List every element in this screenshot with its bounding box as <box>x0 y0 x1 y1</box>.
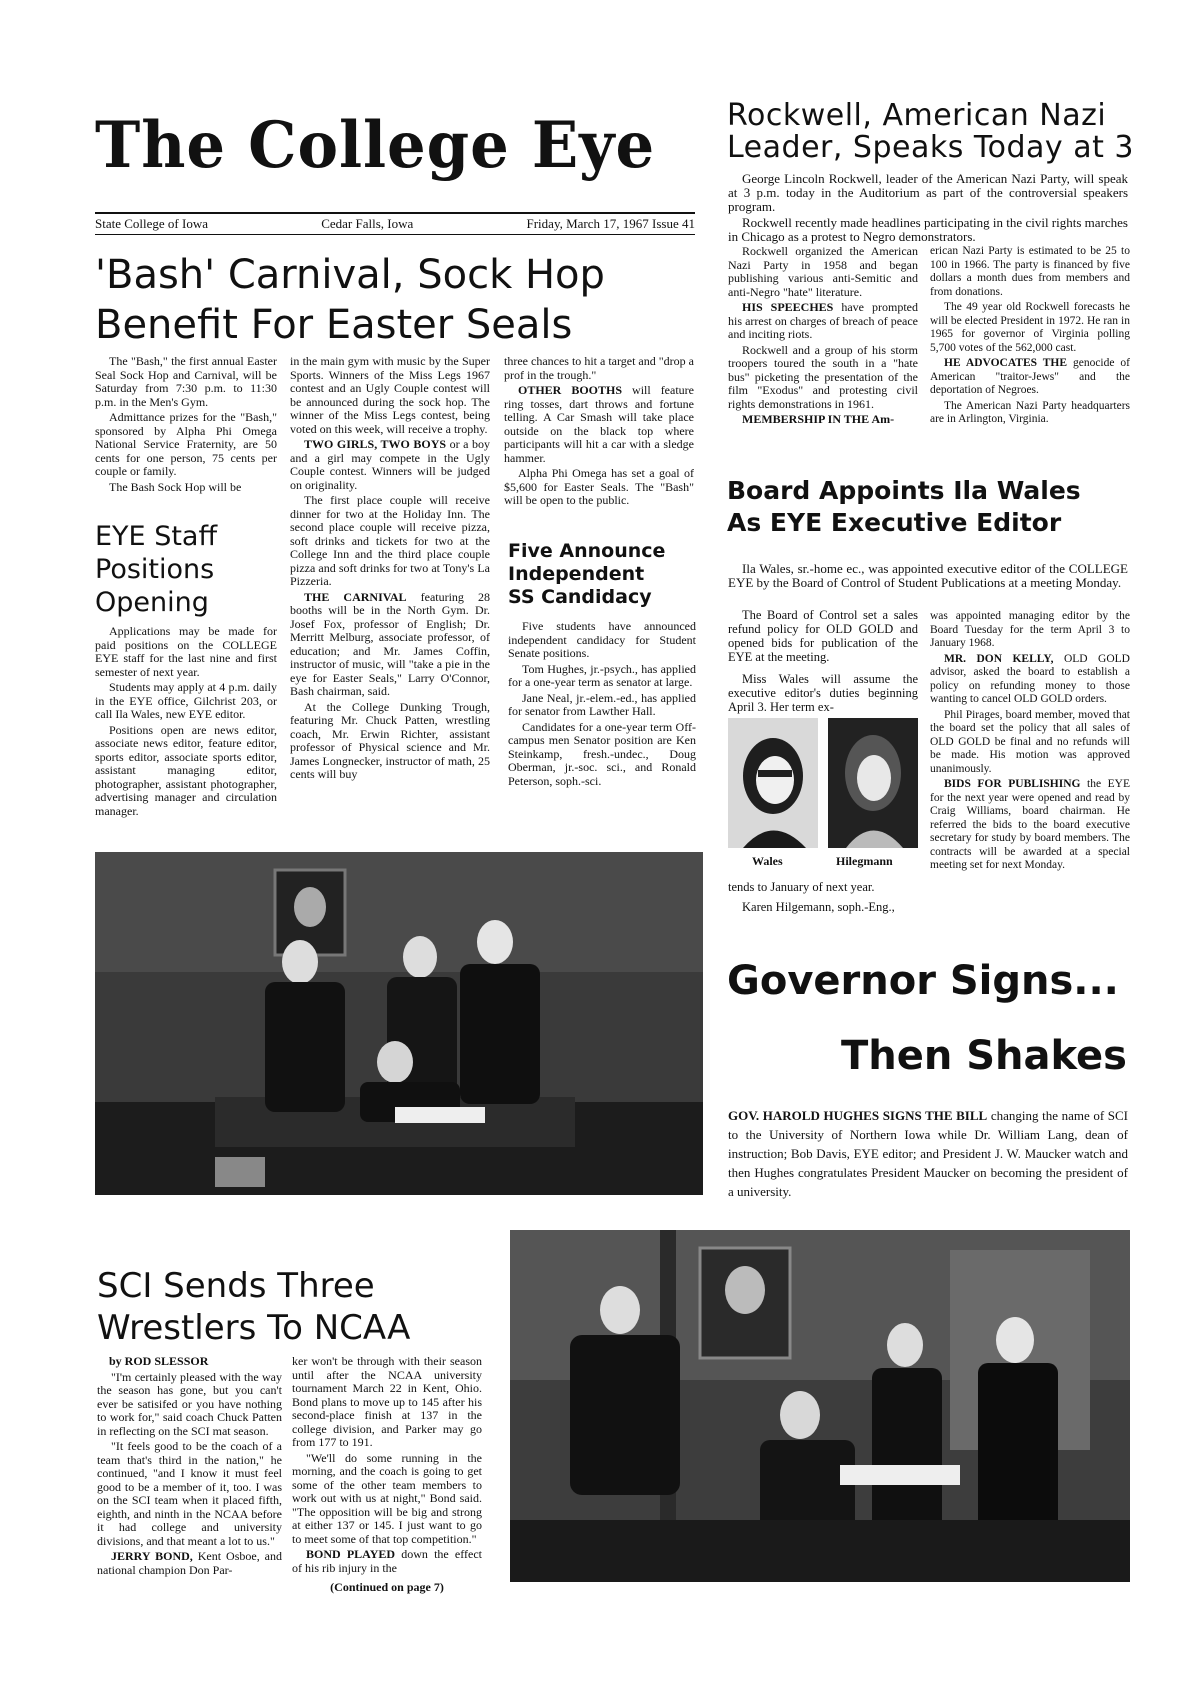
wrestlers-headline: SCI Sends Three Wrestlers To NCAA <box>97 1266 411 1348</box>
wales-photo <box>728 718 818 848</box>
governor-caption: GOV. HAROLD HUGHES SIGNS THE BILL changing the name of SCI to the University of Northern Iowa while Dr. William Lang, dean of instruction; Bob Davis, EYE editor; and President J. W. Maucker watch and then Hughes congratulates President Maucker on becoming the president of a university. <box>728 1108 1128 1199</box>
bash-col3: three chances to hit a target and "drop a prof in the trough." OTHER BOOTHS will feature ring tosses, dart throws and fortune telling. A Car Smash will take place outside on the black top where participants will hit a car with a sledge hammer. Alpha Phi Omega has set a goal of $5,600 for Easter Seals. The "Bash" will be open to the public. <box>504 354 694 507</box>
ss-body: Five students have announced independent candidacy for Student Senate positions. Tom Hughes, jr.-psych., has applied for a one-year term as senator at large. Jane Neal, jr.-elem.-ed., has applied for senator from Lawther Hall. Candidates for a one-year term Off-campus men Senator position are Ken Steinkamp, fresh.-undec., Doug Oberman, jr.-soc. sci., and Ronald Peterson, soph.-sci. <box>508 619 696 788</box>
board-headline: Board Appoints Ila Wales As EYE Executive Editor <box>727 476 1081 537</box>
wales-portrait <box>728 718 818 848</box>
board-col1-bottom: tends to January of next year. Karen Hilgemann, soph.-Eng., <box>728 880 895 914</box>
rockwell-headline: Rockwell, American Nazi Leader, Speaks Today at 3 <box>727 98 1134 165</box>
hilgemann-caption: Hilegmann <box>836 854 893 868</box>
ss-headline: Five Announce Independent SS Candidacy <box>508 540 666 608</box>
governor-signing-photo <box>95 852 703 1195</box>
handshake-scene <box>510 1230 1130 1582</box>
governor-headline-1: Governor Signs... <box>727 958 1119 1004</box>
bash-col1: The "Bash," the first annual Easter Seal Sock Hop and Carnival, will be Saturday from 7:30 p.m. to 11:30 p.m. in the Men's Gym. Admittance prizes for the "Bash," sponsored by Alpha Phi Omega National Service Fraternity, are 50 cents for one person, 75 cents per couple or family. The Bash Sock Hop will be <box>95 354 277 494</box>
board-lead: Ila Wales, sr.-home ec., was appointed executive editor of the COLLEGE EYE by the Board of Control of Student Publications at a meeting Monday. <box>728 561 1128 590</box>
wrestlers-col1: by ROD SLESSOR "I'm certainly pleased with the way the season has gone, but you can't ever be satisifed or you have nothing to work for," said coach Chuck Patten in reflecting on the SCI mat season. "It feels good to be the coach of a team that's third in the nation," he continued, "and I know it must feel good to be a member of it, too. I was on the SCI team when it placed fifth, eighth, and ninth in the NCAA before it had college and university divisions, and that meant a lot to us." JERRY BOND, Kent Osboe, and national champion Don Par- <box>97 1354 282 1577</box>
wales-caption: Wales <box>752 854 783 868</box>
city-name: Cedar Falls, Iowa <box>321 216 414 231</box>
board-col1: The Board of Control set a sales refund policy for OLD GOLD and opened bids for publication of the EYE at the meeting. Miss Wales will assume the executive editor's duties beginning April 3. Her term ex- <box>728 608 918 714</box>
masthead-title: The College Eye <box>95 108 656 183</box>
eye-staff-headline: EYE Staff Positions Opening <box>95 521 218 618</box>
governor-handshake-photo <box>510 1230 1130 1582</box>
bash-headline: 'Bash' Carnival, Sock Hop Benefit For Easter Seals <box>95 252 605 348</box>
signing-scene <box>95 852 703 1195</box>
continued-note: (Continued on page 7) <box>330 1580 444 1594</box>
hilgemann-photo <box>828 718 918 848</box>
rockwell-lead: George Lincoln Rockwell, leader of the American Nazi Party, will speak at 3 p.m. today in the Auditorium as part of the controversial speakers program. Rockwell recently made headlines participating in the civil rights marches in Chicago as a protest to Negro demonstrators. <box>728 171 1128 244</box>
governor-headline-2: Then Shakes <box>840 1033 1127 1079</box>
hilgemann-portrait <box>828 718 918 848</box>
dateline <box>95 212 695 235</box>
school-name: State College of Iowa <box>95 216 208 231</box>
date-issue: Friday, March 17, 1967 Issue 41 <box>526 216 695 231</box>
bash-col2: in the main gym with music by the Super Sports. Winners of the Miss Legs 1967 contest and an Ugly Couple contest will be announced during the sock hop. The winner of the Miss Legs contest, being voted on this week, will receive a trophy. TWO GIRLS, TWO BOYS or a boy and a girl may compete in the Ugly Couple contest. Winners will be judged on originality. The first place couple will receive dinner for two at the Holiday Inn. The second place couple will receive pizza, soft drinks and tickets for two at the College Inn and the third place couple pizza and soft drinks for two at Tony's La Pizzeria. THE CARNIVAL featuring 28 booths will be in the North Gym. Dr. Josef Fox, professor of English; Dr. Merritt Melburg, associate professor, of education; and Mr. James Coffin, instructor of music, will "take a pie in the eye for Easter Seals," Larry O'Connor, Bash chairman, said. At the College Dunking Trough, featuring Mr. Chuck Patten, wrestling coach, Mr. Erwin Richter, assistant professor of Physical science and Mr. James Longnecker, instructor of math, 25 cents will buy <box>290 354 491 781</box>
rockwell-col1: Rockwell organized the American Nazi Party in 1958 and began publishing various anti-Semitic and anti-Negro "hate" literature. HIS SPEECHES have prompted his arrest on charges of breach of peace and inciting riots. Rockwell and a group of his storm troopers toured the south in a "hate bus" picketing the presentation of the film "Exodus" and protesting civil rights demonstrations in 1961. MEMBERSHIP IN THE Am- <box>728 244 918 426</box>
rockwell-col2: erican Nazi Party is estimated to be 25 to 100 in 1966. The party is financed by five dollars a month dues from members and from donations. The 49 year old Rockwell forecasts he will be elected President in 1972. He ran in 1965 for governor of Virginia polling 5,700 votes of the 562,000 cast. HE ADVOCATES THE genocide of American "traitor-Jews" and the deportation of Negroes. The American Nazi Party headquarters are in Arlington, Virginia. <box>930 245 1130 425</box>
eye-staff-body: Applications may be made for paid positions on the COLLEGE EYE staff for the last nine and first semester of next year. Students may apply at 4 p.m. daily in the EYE office, Gilchrist 203, or call Ila Wales, new EYE editor. Positions open are news editor, associate news editor, feature editor, sports editor, associate sports editor, assistant managing editor, photographer, assistant photographer, advertising manager and circulation manager. <box>95 624 277 818</box>
board-col2: was appointed managing editor by the Board Tuesday for the term April 3 to January 1968. MR. DON KELLY, OLD GOLD advisor, asked the board to establish a policy on refunding money to those wanting to cancel OLD GOLD orders. Phil Pirages, board member, moved that the board set the policy that all sales of OLD GOLD be final and no refunds will be made. His motion was approved unanimously. BIDS FOR PUBLISHING the EYE for the next year were opened and read by Craig Williams, board chairman. He referred the bids to the board executive secretary for study by board members. The contracts will be awarded at a special meeting set for next Monday. <box>930 610 1130 871</box>
wrestlers-col2: ker won't be through with their season until after the NCAA university tournament March 22 in Kent, Ohio. Bond plans to move up to 145 after his second-place finish at 137 in the college division, and Parker may go from 177 to 191. "We'll do some running in the morning, and the coach is going to get some of the other team members to work out with us at night," Bond said. "The opposition will be big and strong at either 137 or 145. I just want to go to meet some of that top competition." BOND PLAYED down the effect of his rib injury in the (Continued on page 7) <box>292 1354 482 1594</box>
